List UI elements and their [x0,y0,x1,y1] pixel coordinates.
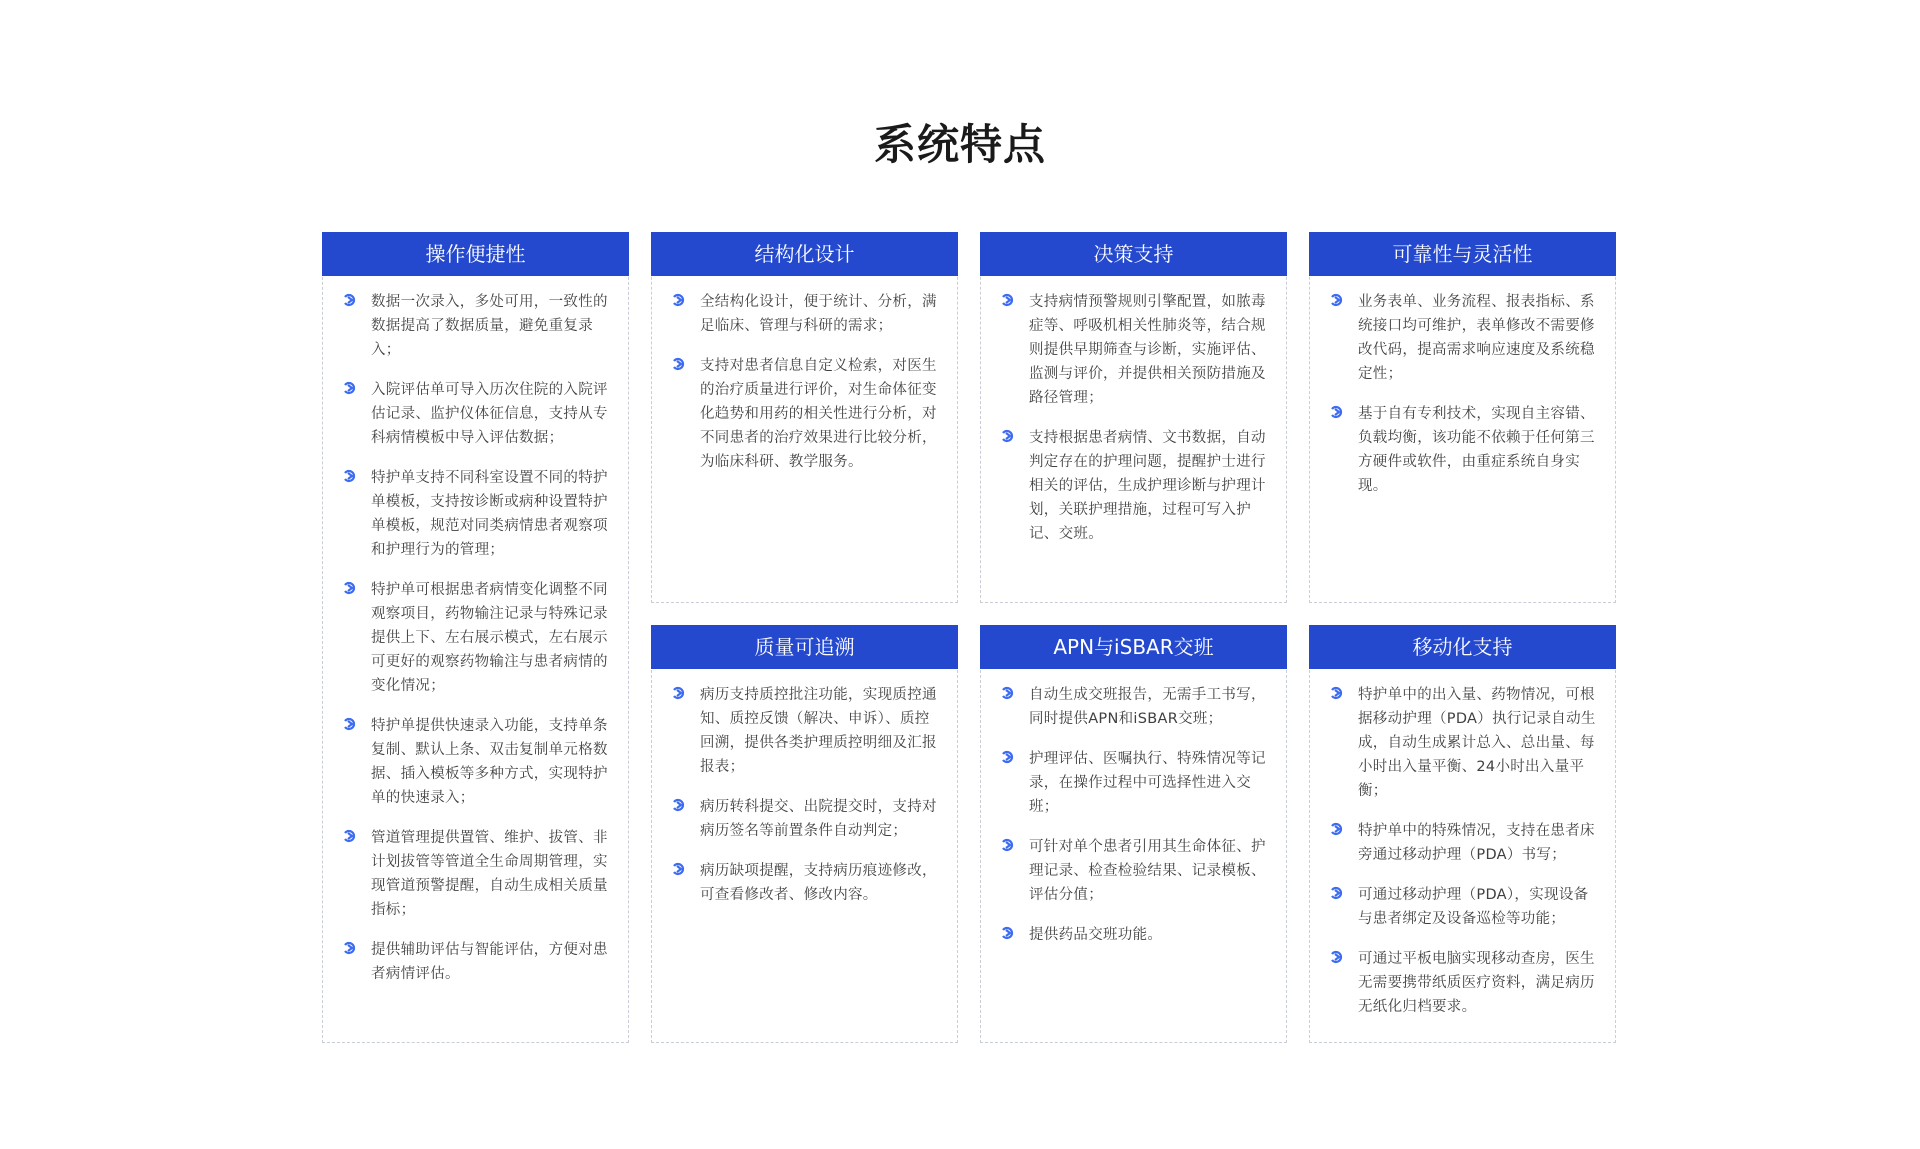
page-title: 系统特点 [873,120,1046,169]
item-text: 病历缺项提醒，支持病历痕迹修改，可查看修改者、修改内容。 [700,863,937,903]
card-reliability-flexibility [1309,232,1616,603]
card-title: 移动化支持 [1309,625,1616,669]
arrow-right-icon [997,749,1019,773]
list-item [1326,883,1597,931]
arrow-right-icon [668,292,690,316]
arrow-right-icon [339,940,361,964]
arrow-right-icon [1326,404,1348,428]
arrow-right-icon [339,828,361,852]
list-item [339,938,610,986]
item-text: 特护单中的特殊情况，支持在患者床旁通过移动护理（PDA）书写； [1358,823,1595,863]
item-text: 特护单可根据患者病情变化调整不同观察项目，药物输注记录与特殊记录提供上下、左右展示模式，左右展示可更好的观察药物输注与患者病情的变化情况； [371,582,608,694]
arrow-right-icon [339,468,361,492]
list-item [1326,290,1597,386]
arrow-right-icon [1326,821,1348,845]
list-item [1326,819,1597,867]
list-item [1326,402,1597,498]
arrow-right-icon [997,837,1019,861]
list-item [339,578,610,698]
card-title: 决策支持 [980,232,1287,276]
item-text: 病历支持质控批注功能，实现质控通知、质控反馈（解决、申诉）、质控回溯，提供各类护理质控明细及汇报报表； [700,687,937,775]
list-item [668,795,939,843]
item-text: 支持根据患者病情、文书数据，自动判定存在的护理问题，提醒护士进行相关的评估，生成护理诊断与护理计划，关联护理措施，过程可写入护记、交班。 [1029,430,1266,542]
card-title: 质量可追溯 [651,625,958,669]
card-title: APN与iSBAR交班 [980,625,1287,669]
list-item [339,714,610,810]
list-item [1326,683,1597,803]
arrow-right-icon [1326,292,1348,316]
item-text: 全结构化设计，便于统计、分析，满足临床、管理与科研的需求； [700,294,937,334]
card-title: 可靠性与灵活性 [1309,232,1616,276]
card-mobile-support [1309,625,1616,1043]
card-structured-design [651,232,958,603]
arrow-right-icon [339,716,361,740]
item-text: 护理评估、医嘱执行、特殊情况等记录，在操作过程中可选择性进入交班； [1029,751,1266,815]
list-item [997,683,1268,731]
item-text: 特护单提供快速录入功能，支持单条复制、默认上条、双击复制单元格数据、插入模板等多种方式，实现特护单的快速录入； [371,718,608,806]
list-item [339,290,610,362]
list-item [997,747,1268,819]
arrow-right-icon [339,380,361,404]
arrow-right-icon [1326,685,1348,709]
card-title: 结构化设计 [651,232,958,276]
card-quality-traceability [651,625,958,1043]
list-item [668,354,939,474]
item-text: 支持对患者信息自定义检索，对医生的治疗质量进行评价，对生命体征变化趋势和用药的相关性进行分析，对不同患者的治疗效果进行比较分析，为临床科研、教学服务。 [700,358,937,470]
arrow-right-icon [997,925,1019,949]
list-item [997,923,1268,949]
arrow-right-icon [997,685,1019,709]
list-item [1326,947,1597,1019]
list-item [997,290,1268,410]
features-grid [322,232,1618,1043]
list-item [997,426,1268,546]
item-text: 特护单支持不同科室设置不同的特护单模板，支持按诊断或病种设置特护单模板，规范对同类病情患者观察项和护理行为的管理； [371,470,608,558]
arrow-right-icon [997,292,1019,316]
card-decision-support [980,232,1287,603]
arrow-right-icon [339,292,361,316]
arrow-right-icon [668,356,690,380]
item-text: 特护单中的出入量、药物情况，可根据移动护理（PDA）执行记录自动生成，自动生成累计总入、总出量、每小时出入量平衡、24小时出入量平衡； [1358,687,1596,799]
list-item [668,290,939,338]
arrow-right-icon [1326,949,1348,973]
arrow-right-icon [1326,885,1348,909]
list-item [339,826,610,922]
item-text: 自动生成交班报告，无需手工书写，同时提供APN和iSBAR交班； [1029,687,1266,727]
arrow-right-icon [668,861,690,885]
arrow-right-icon [339,580,361,604]
card-apn-isbar-handover [980,625,1287,1043]
arrow-right-icon [668,685,690,709]
arrow-right-icon [668,797,690,821]
list-item [339,466,610,562]
list-item [668,859,939,907]
item-text: 业务表单、业务流程、报表指标、系统接口均可维护，表单修改不需要修改代码，提高需求响应速度及系统稳定性； [1358,294,1595,382]
card-title: 操作便捷性 [322,232,629,276]
item-text: 管道管理提供置管、维护、拔管、非计划拔管等管道全生命周期管理，实现管道预警提醒，自动生成相关质量指标； [371,830,608,918]
item-text: 可通过移动护理（PDA），实现设备与患者绑定及设备巡检等功能； [1358,887,1589,927]
item-text: 入院评估单可导入历次住院的入院评估记录、监护仪体征信息，支持从专科病情模板中导入评估数据； [371,382,608,446]
item-text: 基于自有专利技术，实现自主容错、负载均衡，该功能不依赖于任何第三方硬件或软件，由重症系统自身实现。 [1358,406,1595,494]
list-item [997,835,1268,907]
item-text: 数据一次录入，多处可用，一致性的数据提高了数据质量，避免重复录入； [371,294,608,358]
item-text: 提供药品交班功能。 [1029,927,1163,943]
arrow-right-icon [997,428,1019,452]
list-item [339,378,610,450]
item-text: 可通过平板电脑实现移动查房，医生无需要携带纸质医疗资料，满足病历无纸化归档要求。 [1358,951,1595,1015]
list-item [668,683,939,779]
card-operation-convenience [322,232,629,1043]
item-text: 病历转科提交、出院提交时，支持对病历签名等前置条件自动判定； [700,799,937,839]
item-text: 可针对单个患者引用其生命体征、护理记录、检查检验结果、记录模板、评估分值； [1029,839,1266,903]
item-text: 提供辅助评估与智能评估，方便对患者病情评估。 [371,942,608,982]
item-text: 支持病情预警规则引擎配置，如脓毒症等、呼吸机相关性肺炎等，结合规则提供早期筛查与诊断，实施评估、监测与评价，并提供相关预防措施及路径管理； [1029,294,1266,406]
